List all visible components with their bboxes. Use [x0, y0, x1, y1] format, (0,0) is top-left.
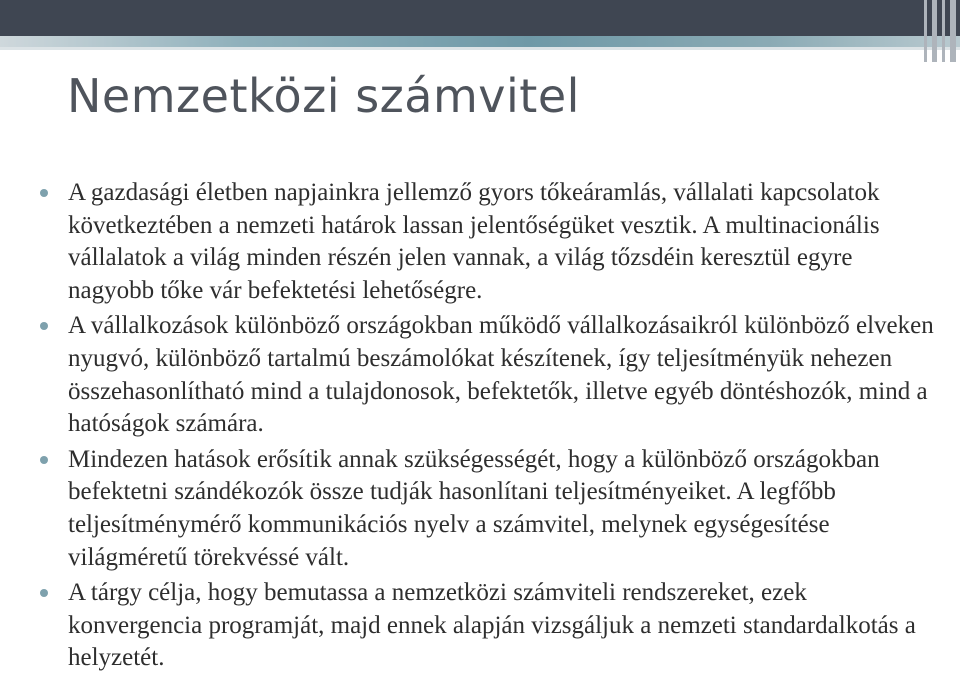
accent-strip — [0, 36, 960, 47]
bullet-dot-icon — [40, 322, 48, 330]
bullet-dot-icon — [40, 589, 48, 597]
corner-decoration — [916, 0, 960, 62]
slide-title: Nemzetközi számvitel — [67, 69, 580, 123]
bullet-item — [38, 177, 938, 307]
bullet-item — [38, 577, 938, 675]
bullet-dot-icon — [40, 189, 48, 197]
bullet-text: A tárgy célja, hogy bemutassa a nemzetközi számviteli rendszereket, ezek konvergencia programját, majd ennek alapján vizsgáljuk a nemzeti standardalkotás a helyzetét. — [68, 579, 916, 672]
header-band — [0, 0, 960, 36]
bullet-list — [38, 177, 938, 678]
accent-line — [0, 47, 960, 50]
bullet-dot-icon — [40, 456, 48, 464]
bullet-text: A gazdasági életben napjainkra jellemző gyors tőkeáramlás, vállalati kapcsolatok következtében a nemzeti határok lassan jelentőségüket vesztik. A multinacionális vállalatok a világ minden részén jelen vannak, a világ tőzsdéin keresztül egyre nagyobb tőke vár befektetési lehetőségre. — [68, 179, 880, 304]
bullet-text: Mindezen hatások erősítik annak szükségességét, hogy a különböző országokban befektetni szándékozók össze tudják hasonlítani teljesítményeiket. A legfőbb teljesítménymérő kommunikációs nyelv a számvitel, melynek egységesítése világméretű törekvéssé vált. — [68, 445, 880, 571]
bullet-text: A vállalkozások különböző országokban működő vállalkozásaikról különböző elveken nyugvó, különböző tartalmú beszámolókat készítenek, így teljesítményük nehezen összehasonlítható mind a tulajdonosok, befektetők, illetve egyéb döntéshozók, mind a hatóságok számára. — [68, 312, 934, 438]
bullet-item — [38, 310, 938, 440]
bullet-item — [38, 444, 938, 574]
